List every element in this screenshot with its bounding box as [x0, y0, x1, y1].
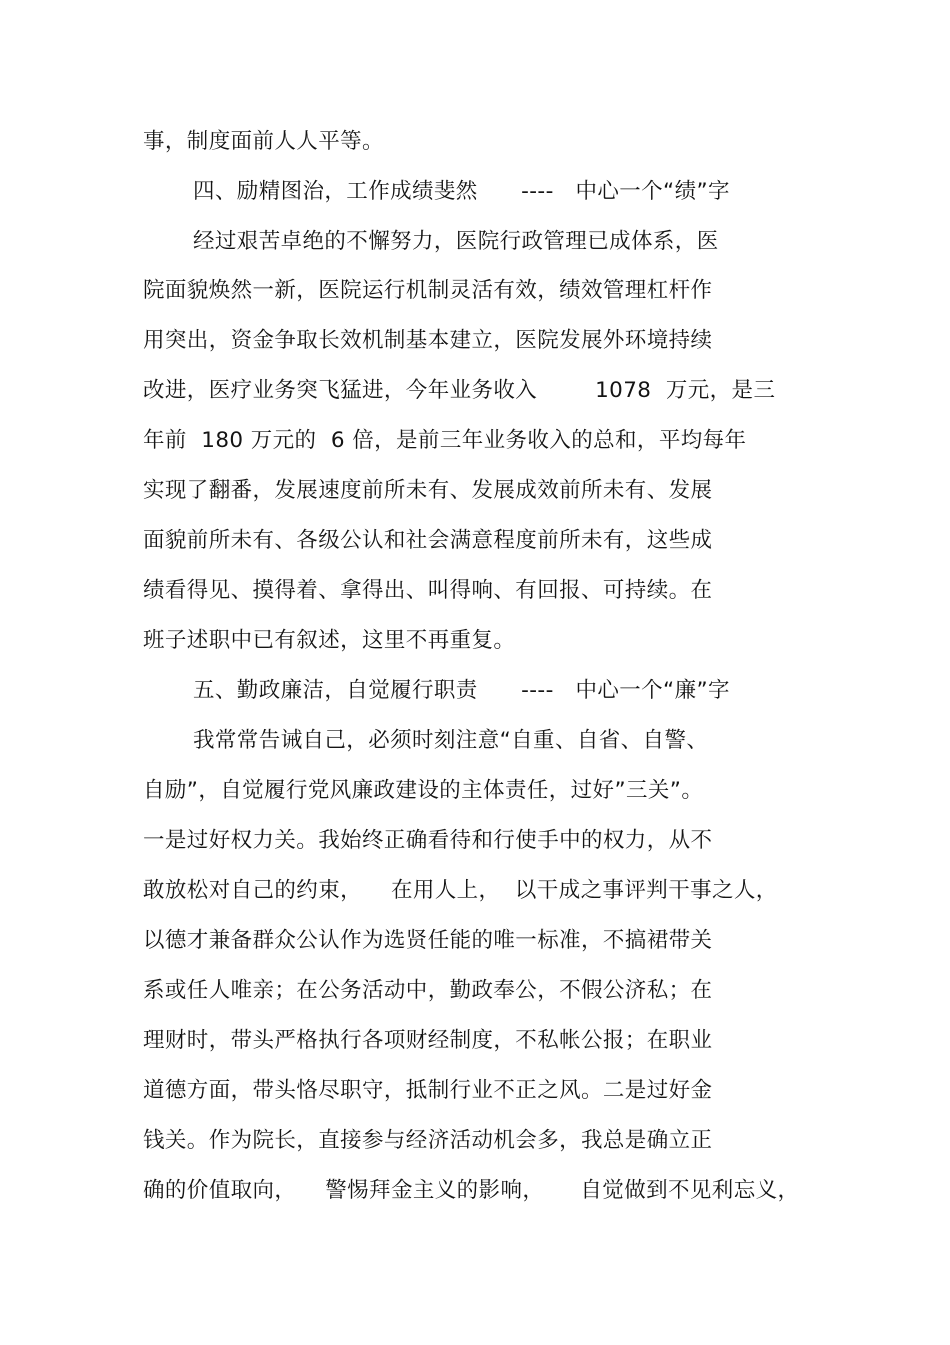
text-line: 用突出，资金争取长效机制基本建立，医院发展外环境持续 [143, 328, 713, 353]
text-line: 经过艰苦卓绝的不懈努力，医院行政管理已成体系，医 [193, 229, 719, 254]
section-heading: 五、勤政廉洁，自觉履行职责 ---- 中心一个“廉”字 [193, 678, 730, 703]
text-line: 确的价值取向， 警惕拜金主义的影响， 自觉做到不见利忘义， [143, 1178, 800, 1203]
text-line: 钱关。作为院长，直接参与经济活动机会多，我总是确立正 [143, 1128, 713, 1153]
text-line: 年前 180 万元的 6 倍，是前三年业务收入的总和，平均每年 [143, 428, 747, 453]
text-line: 以德才兼备群众公认作为选贤任能的唯一标准，不搞裙带关 [143, 928, 713, 953]
text-line: 院面貌焕然一新，医院运行机制灵活有效，绩效管理杠杆作 [143, 278, 713, 303]
text-line: 实现了翻番，发展速度前所未有、发展成效前所未有、发展 [143, 478, 713, 503]
text-line: 道德方面，带头恪尽职守，抵制行业不正之风。二是过好金 [143, 1078, 713, 1103]
text-line: 自励”，自觉履行党风廉政建设的主体责任，过好”三关”。 [143, 778, 704, 803]
text-line: 敢放松对自己的约束， 在用人上， 以干成之事评判干事之人， [143, 878, 778, 903]
text-line: 事，制度面前人人平等。 [143, 129, 384, 154]
text-line: 理财时，带头严格执行各项财经制度，不私帐公报；在职业 [143, 1028, 713, 1053]
text-line: 我常常告诫自己，必须时刻注意“自重、自省、自警、 [193, 728, 709, 753]
text-line: 班子述职中已有叙述，这里不再重复。 [143, 628, 516, 653]
text-line: 绩看得见、摸得着、拿得出、叫得响、有回报、可持续。在 [143, 578, 713, 603]
section-heading: 四、励精图治，工作成绩斐然 ---- 中心一个“绩”字 [193, 179, 730, 204]
text-line: 改进，医疗业务突飞猛进，今年业务收入 1078 万元，是三 [143, 378, 776, 403]
text-line: 面貌前所未有、各级公认和社会满意程度前所未有，这些成 [143, 528, 713, 553]
text-line: 一是过好权力关。我始终正确看待和行使手中的权力，从不 [143, 828, 713, 853]
text-line: 系或任人唯亲；在公务活动中，勤政奉公，不假公济私；在 [143, 978, 713, 1003]
